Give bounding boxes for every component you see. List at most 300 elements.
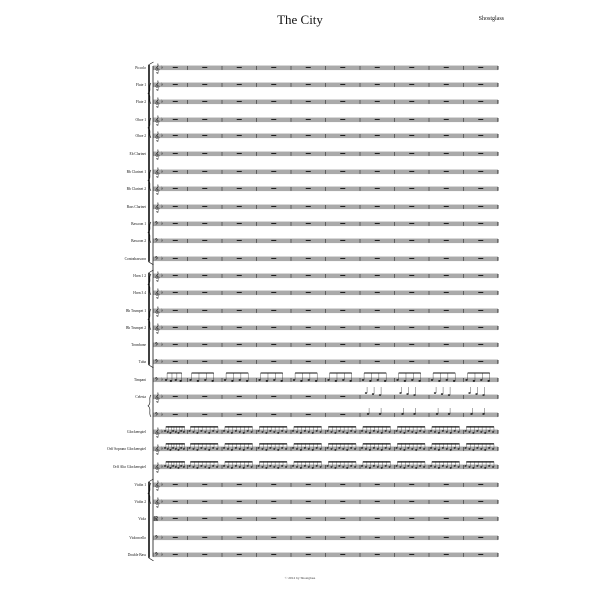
whole-rest (444, 537, 449, 538)
whole-rest (444, 153, 449, 154)
note-head (484, 449, 486, 450)
note-head (239, 431, 241, 432)
whole-rest (478, 518, 483, 519)
note-head (180, 430, 182, 431)
whole-rest (375, 361, 380, 362)
clef-treble: 𝄞 (154, 307, 160, 317)
whole-rest (478, 240, 483, 241)
whole-rest (306, 153, 311, 154)
note-head (399, 448, 401, 449)
clef-treble: 𝄞 (154, 116, 160, 126)
note-head (169, 432, 171, 433)
note-head (189, 447, 191, 448)
whole-rest (478, 484, 483, 485)
whole-rest (478, 344, 483, 345)
whole-rest (271, 537, 276, 538)
whole-rest (478, 188, 483, 189)
instrument-label: Tuba (138, 360, 146, 364)
note-head (258, 430, 260, 431)
note-head (423, 448, 425, 449)
staff-bb-clarinet-1 (127, 167, 498, 178)
note-head (484, 467, 486, 468)
note-head (377, 431, 379, 432)
staff-violin-2 (134, 497, 498, 508)
note-head (365, 466, 367, 467)
whole-rest (375, 501, 380, 502)
note-head (211, 380, 213, 382)
note-head (204, 448, 206, 449)
note-head (338, 447, 340, 448)
note-head (413, 394, 415, 396)
whole-rest (271, 396, 276, 397)
note-head (265, 432, 267, 433)
note-head (258, 379, 260, 381)
note-head (450, 449, 452, 450)
note-head (377, 379, 379, 381)
note-head (346, 449, 348, 450)
note-head (438, 432, 440, 433)
whole-rest (340, 501, 345, 502)
note-head (269, 430, 271, 431)
whole-rest (271, 484, 276, 485)
note-head (334, 467, 336, 468)
note-head (175, 379, 177, 381)
instrument-label: Horn 3 4 (133, 291, 146, 295)
clef-bass: 𝄢 (154, 411, 159, 419)
whole-rest (478, 135, 483, 136)
note-head (430, 447, 432, 448)
note-head (204, 431, 206, 432)
note-head (350, 465, 352, 466)
note-head (208, 449, 210, 450)
note-head (361, 430, 363, 431)
note-head (373, 430, 375, 431)
whole-rest (202, 361, 207, 362)
whole-rest (237, 67, 242, 68)
whole-rest (173, 344, 178, 345)
note-head (224, 379, 226, 381)
whole-rest (306, 554, 311, 555)
whole-rest (237, 292, 242, 293)
whole-rest (478, 275, 483, 276)
whole-rest (340, 135, 345, 136)
whole-rest (202, 310, 207, 311)
staff-celesta-lower (153, 408, 498, 419)
whole-rest (237, 84, 242, 85)
key-signature-flat: ♭ (161, 273, 164, 279)
whole-rest (271, 258, 276, 259)
whole-rest (340, 101, 345, 102)
key-signature-flat: ♭ (161, 117, 164, 123)
note-head (396, 379, 398, 381)
whole-rest (173, 84, 178, 85)
note-head (365, 431, 367, 432)
clef-treble: 𝄞 (154, 272, 160, 282)
note-head (346, 432, 348, 433)
whole-rest (173, 153, 178, 154)
note-head (415, 449, 417, 450)
note-head (243, 467, 245, 468)
note-head (470, 413, 472, 415)
staff-brace (148, 395, 151, 417)
whole-rest (478, 327, 483, 328)
note-head (246, 380, 248, 382)
whole-rest (444, 310, 449, 311)
whole-rest (478, 101, 483, 102)
clef-treble: 𝄞 (154, 203, 160, 213)
whole-rest (444, 223, 449, 224)
whole-rest (478, 361, 483, 362)
note-head (197, 380, 199, 382)
note-head (189, 379, 191, 381)
whole-rest (375, 153, 380, 154)
whole-rest (271, 67, 276, 68)
clef-alto: 𝄡 (154, 515, 158, 523)
note-head (300, 467, 302, 468)
note-head (377, 448, 379, 449)
whole-rest (173, 258, 178, 259)
staff-oboe-2 (136, 131, 498, 142)
note-head (423, 431, 425, 432)
note-head (454, 430, 456, 431)
note-head (350, 430, 352, 431)
whole-rest (271, 518, 276, 519)
clef-bass: 𝄢 (154, 376, 159, 384)
clef-bass: 𝄢 (154, 237, 159, 245)
note-head (442, 465, 444, 466)
whole-rest (237, 361, 242, 362)
key-signature-flat: ♭ (161, 377, 164, 383)
note-head (480, 379, 482, 381)
staff-oboe-1 (136, 115, 498, 126)
note-head (450, 467, 452, 468)
note-head (389, 466, 391, 467)
instrument-label: Violin 2 (134, 500, 146, 504)
whole-rest (444, 518, 449, 519)
note-head (480, 448, 482, 449)
whole-rest (237, 537, 242, 538)
note-head (292, 447, 294, 448)
whole-rest (444, 258, 449, 259)
whole-rest (306, 484, 311, 485)
whole-rest (271, 240, 276, 241)
whole-rest (173, 188, 178, 189)
clef-bass: 𝄢 (154, 358, 159, 366)
instrument-label: Horn 1 2 (133, 274, 146, 278)
note-head (389, 431, 391, 432)
note-head (304, 447, 306, 448)
instrument-label: Piccolo (135, 66, 146, 70)
whole-rest (202, 414, 207, 415)
note-head (476, 430, 478, 431)
whole-rest (444, 292, 449, 293)
whole-rest (237, 240, 242, 241)
note-head (175, 466, 177, 467)
note-head (258, 465, 260, 466)
key-signature-flat: ♭ (161, 82, 164, 88)
note-head (180, 465, 182, 466)
whole-rest (306, 223, 311, 224)
note-head (434, 431, 436, 432)
note-head (403, 467, 405, 468)
note-head (183, 466, 185, 467)
whole-rest (271, 119, 276, 120)
whole-rest (409, 554, 414, 555)
note-head (403, 449, 405, 450)
note-head (381, 449, 383, 450)
note-head (300, 380, 302, 382)
whole-rest (306, 84, 311, 85)
note-head (448, 394, 450, 396)
whole-rest (375, 206, 380, 207)
whole-rest (444, 119, 449, 120)
whole-rest (478, 206, 483, 207)
note-head (411, 466, 413, 467)
whole-rest (202, 188, 207, 189)
whole-rest (271, 275, 276, 276)
clef-bass: 𝄢 (154, 534, 159, 542)
staff-eb-clarinet (130, 149, 498, 160)
whole-rest (173, 292, 178, 293)
whole-rest (271, 188, 276, 189)
whole-rest (202, 153, 207, 154)
note-head (482, 413, 484, 415)
clef-bass: 𝄢 (154, 255, 159, 263)
whole-rest (237, 310, 242, 311)
whole-rest (409, 223, 414, 224)
note-head (335, 380, 337, 382)
whole-rest (478, 554, 483, 555)
key-signature-flat: ♭ (161, 65, 164, 71)
note-head (338, 430, 340, 431)
whole-rest (202, 275, 207, 276)
note-head (406, 393, 408, 395)
whole-rest (375, 135, 380, 136)
whole-rest (444, 554, 449, 555)
key-signature-flat: ♭ (161, 151, 164, 157)
note-head (487, 380, 489, 382)
note-head (411, 379, 413, 381)
whole-rest (340, 537, 345, 538)
key-signature-flat: ♭ (161, 256, 164, 262)
staff-glockenspiel (127, 427, 498, 439)
whole-rest (202, 119, 207, 120)
whole-rest (237, 275, 242, 276)
note-head (239, 448, 241, 449)
note-head (308, 466, 310, 467)
whole-rest (237, 258, 242, 259)
note-head (183, 448, 185, 449)
whole-rest (375, 84, 380, 85)
whole-rest (271, 554, 276, 555)
note-head (488, 447, 490, 448)
instrument-label: Viola (138, 517, 146, 521)
note-head (446, 379, 448, 381)
whole-rest (340, 327, 345, 328)
whole-rest (409, 518, 414, 519)
whole-rest (444, 361, 449, 362)
note-head (164, 447, 166, 448)
whole-rest (375, 171, 380, 172)
note-head (300, 449, 302, 450)
whole-rest (306, 518, 311, 519)
clef-treble: 𝄞 (154, 132, 160, 142)
whole-rest (173, 223, 178, 224)
note-head (212, 430, 214, 431)
note-head (431, 379, 433, 381)
note-head (381, 467, 383, 468)
whole-rest (173, 518, 178, 519)
whole-rest (478, 84, 483, 85)
staff-tuba (139, 359, 498, 366)
whole-rest (306, 310, 311, 311)
note-head (407, 430, 409, 431)
note-head (196, 467, 198, 468)
whole-rest (340, 188, 345, 189)
clef-treble: 𝄞 (154, 185, 160, 195)
note-head (399, 466, 401, 467)
note-head (281, 430, 283, 431)
note-head (446, 466, 448, 467)
note-head (239, 379, 241, 381)
note-head (261, 466, 263, 467)
note-head (480, 466, 482, 467)
note-head (269, 465, 271, 466)
note-head (442, 447, 444, 448)
whole-rest (340, 310, 345, 311)
note-head (273, 431, 275, 432)
note-head (285, 431, 287, 432)
note-head (251, 431, 253, 432)
whole-rest (173, 501, 178, 502)
key-signature-flat: ♭ (161, 308, 164, 314)
instrument-label: Trombone (131, 343, 146, 347)
note-head (247, 430, 249, 431)
staff-flute-2 (136, 97, 498, 108)
staff-trombone (131, 342, 498, 349)
whole-rest (375, 119, 380, 120)
note-head (342, 431, 344, 432)
note-head (401, 413, 403, 415)
instrument-label: Bassoon 2 (131, 239, 146, 243)
whole-rest (202, 501, 207, 502)
instrument-label: Bb Clarinet 1 (126, 170, 146, 174)
whole-rest (202, 67, 207, 68)
note-head (235, 447, 237, 448)
note-head (251, 466, 253, 467)
note-head (308, 448, 310, 449)
note-head (430, 430, 432, 431)
note-head (468, 392, 470, 394)
whole-rest (237, 396, 242, 397)
whole-rest (409, 67, 414, 68)
whole-rest (237, 223, 242, 224)
key-signature-flat: ♭ (161, 499, 164, 505)
whole-rest (375, 275, 380, 276)
clef-treble: 𝄞 (154, 463, 160, 473)
whole-rest (202, 240, 207, 241)
note-head (369, 380, 371, 382)
note-head (327, 379, 329, 381)
note-head (468, 431, 470, 432)
whole-rest (340, 518, 345, 519)
note-head (265, 467, 267, 468)
whole-rest (306, 135, 311, 136)
note-head (312, 467, 314, 468)
note-head (492, 466, 494, 467)
note-head (465, 465, 467, 466)
whole-rest (271, 223, 276, 224)
note-head (361, 465, 363, 466)
note-head (227, 466, 229, 467)
whole-rest (237, 171, 242, 172)
key-signature-flat: ♭ (161, 482, 164, 488)
whole-rest (478, 292, 483, 293)
instrument-label: Double Bass (127, 553, 146, 557)
key-signature-flat: ♭ (161, 552, 164, 558)
key-signature-flat: ♭ (161, 412, 164, 418)
note-head (419, 465, 421, 466)
whole-rest (237, 135, 242, 136)
note-head (384, 380, 386, 382)
whole-rest (444, 206, 449, 207)
instrument-label: Timpani (133, 378, 146, 382)
instrument-label: Violin 1 (134, 483, 146, 487)
instrument-label: Celesta (135, 395, 146, 399)
note-head (373, 465, 375, 466)
whole-rest (409, 119, 414, 120)
note-head (281, 447, 283, 448)
note-head (300, 432, 302, 433)
note-head (330, 431, 332, 432)
whole-rest (409, 292, 414, 293)
key-signature-flat: ♭ (161, 290, 164, 296)
whole-rest (306, 327, 311, 328)
note-head (296, 431, 298, 432)
note-head (208, 467, 210, 468)
staff-viola (138, 516, 498, 523)
whole-rest (271, 84, 276, 85)
staff-bb-trumpet-2 (126, 323, 498, 334)
instrument-label: Flute 1 (135, 83, 146, 87)
whole-rest (173, 484, 178, 485)
note-head (381, 432, 383, 433)
note-head (320, 448, 322, 449)
note-head (327, 465, 329, 466)
note-head (285, 448, 287, 449)
clef-treble: 𝄞 (154, 289, 160, 299)
note-head (354, 431, 356, 432)
staff-celesta (135, 387, 498, 403)
clef-treble: 𝄞 (154, 64, 160, 74)
note-head (169, 449, 171, 450)
whole-rest (478, 501, 483, 502)
key-signature-flat: ♭ (161, 342, 164, 348)
whole-rest (271, 101, 276, 102)
note-head (361, 447, 363, 448)
note-head (164, 430, 166, 431)
whole-rest (306, 101, 311, 102)
instrument-label: Eb Clarinet (129, 152, 146, 156)
note-head (379, 394, 381, 396)
whole-rest (409, 537, 414, 538)
note-head (385, 447, 387, 448)
note-head (396, 465, 398, 466)
note-head (442, 430, 444, 431)
key-signature-flat: ♭ (161, 394, 164, 400)
note-head (342, 379, 344, 381)
clef-bass: 𝄢 (154, 551, 159, 559)
